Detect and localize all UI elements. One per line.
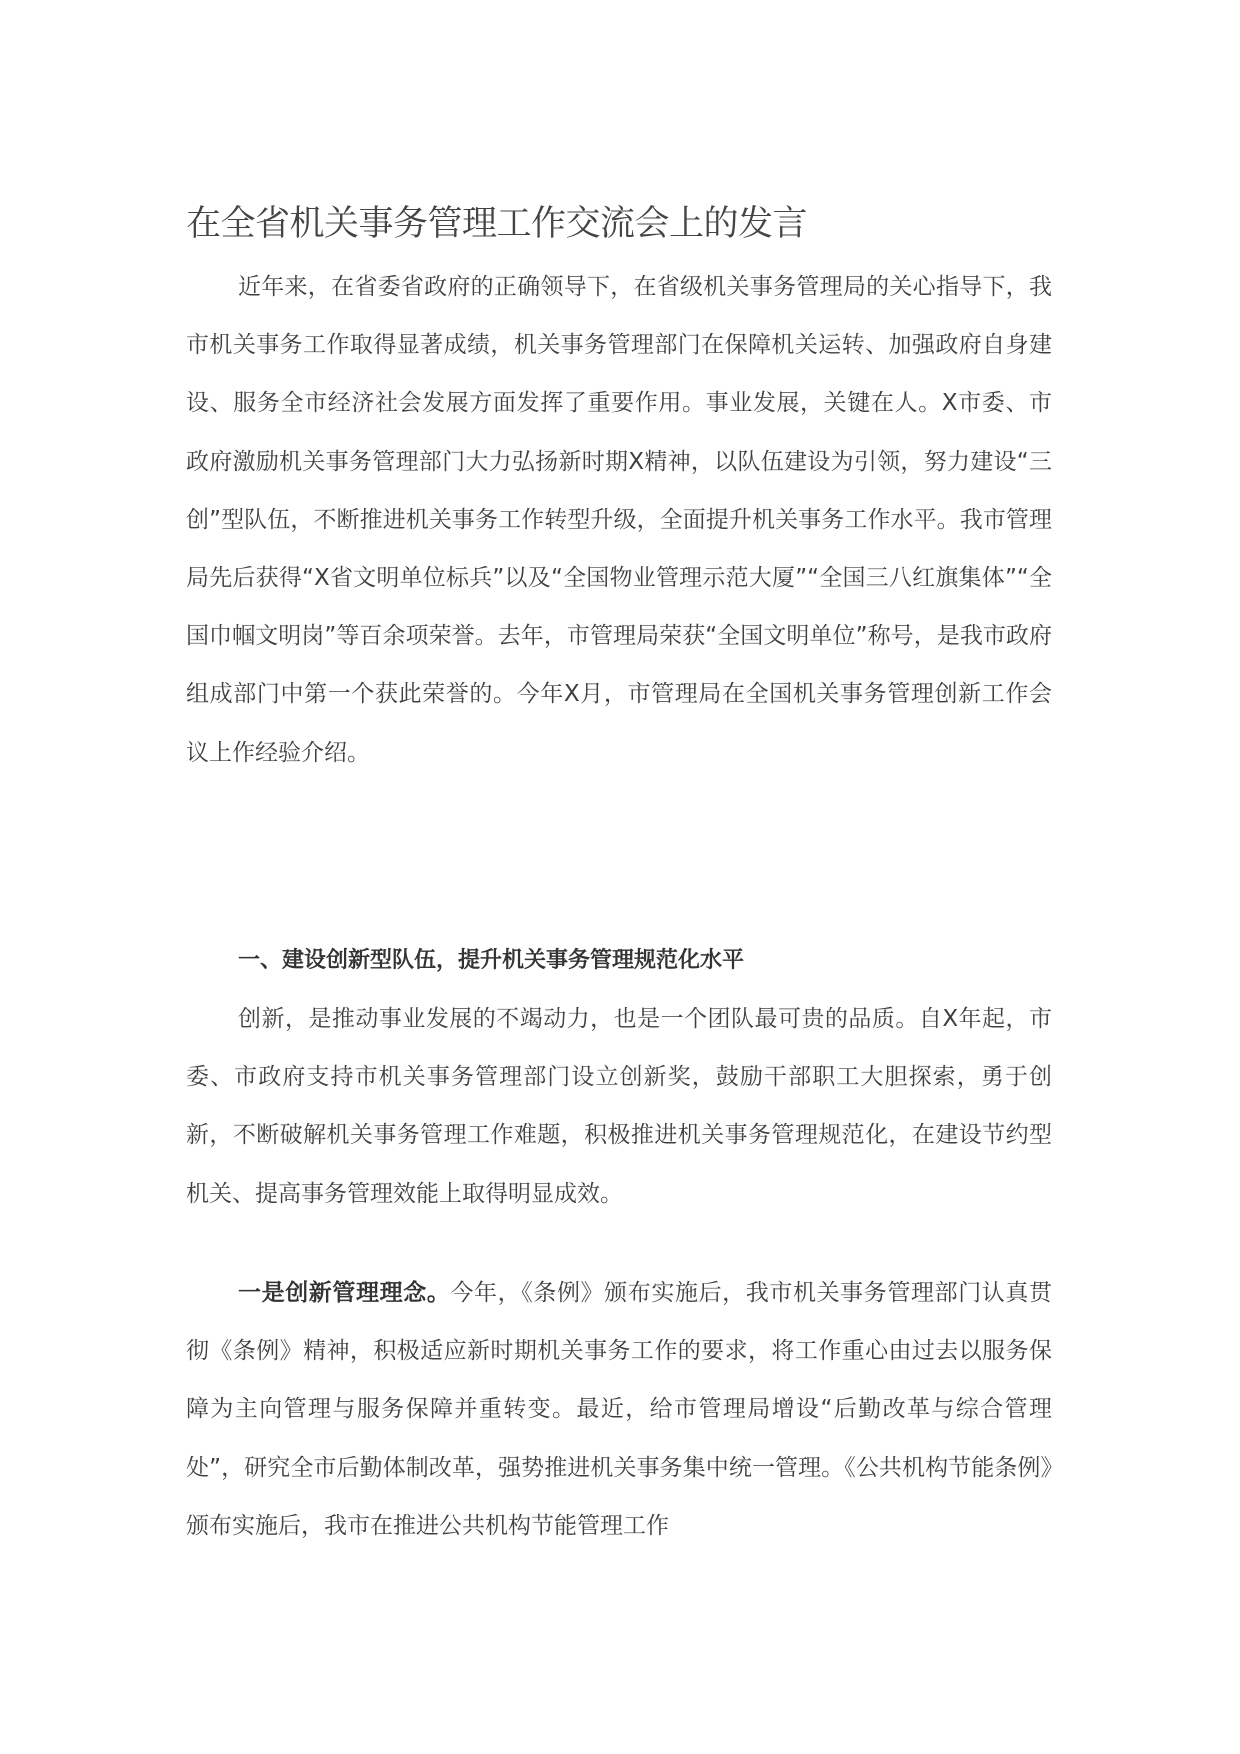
intro-paragraph: 近年来，在省委省政府的正确领导下，在省级机关事务管理局的关心指导下，我市机关事务工作取得显著成绩，机关事务管理部门在保障机关运转、加强政府自身建设、服务全市经济社会发展方面发挥了重要作用。事业发展，关键在人。X市委、市政府激励机关事务管理部门大力弘扬新时期X精神，以队伍建设为引领，努力建设“三创”型队伍，不断推进机关事务工作转型升级，全面提升机关事务工作水平。我市管理局先后获得“X省文明单位标兵”以及“全国物业管理示范大厦”“全国三八红旗集体”“全国巾帼文明岗”等百余项荣誉。去年，市管理局荣获“全国文明单位”称号，是我市政府组成部门中第一个获此荣誉的。今年X月，市管理局在全国机关事务管理创新工作会议上作经验介绍。: [186, 274, 1052, 766]
section-paragraph: 创新，是推动事业发展的不竭动力，也是一个团队最可贵的品质。自X年起，市委、市政府支持市机关事务管理部门设立创新奖，鼓励干部职工大胆探索，勇于创新，不断破解机关事务管理工作难题，积极推进机关事务管理规范化，在建设节约型机关、提高事务管理效能上取得明显成效。: [186, 1006, 1052, 1207]
document-title: 在全省机关事务管理工作交流会上的发言: [186, 204, 808, 244]
point-one-lead: 一是创新管理理念。: [238, 1280, 451, 1306]
point-one-text: 今年，《条例》颁布实施后，我市机关事务管理部门认真贯彻《条例》精神，积极适应新时期机关事务工作的要求，将工作重心由过去以服务保障为主向管理与服务保障并重转变。最近，给市管理局增设“后勤改革与综合管理处”，研究全市后勤体制改革，强势推进机关事务集中统一管理。《公共机构节能条例》颁布实施后，我市在推进公共机构节能管理工作: [186, 1280, 1053, 1539]
point-one-paragraph: [186, 1264, 1052, 1555]
section-heading: 一、建设创新型队伍，提升机关事务管理规范化水平: [238, 948, 745, 973]
